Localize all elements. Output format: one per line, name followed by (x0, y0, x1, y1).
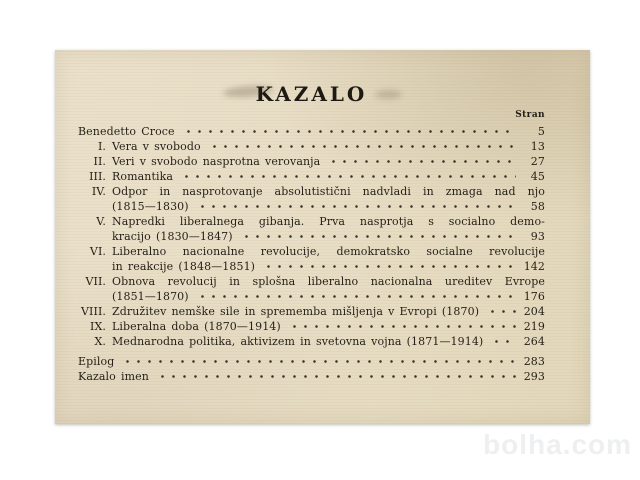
page-number: 58 (530, 200, 545, 213)
entry-text: Združitev nemške sile in sprememba mišljenja v Evropi (1870) (112, 305, 480, 318)
page-number: 204 (523, 305, 545, 318)
chapter-numeral: III. (89, 170, 106, 183)
chapter-numeral: V. (96, 215, 106, 228)
entry-text: Kazalo imen (78, 370, 149, 383)
entry-text: Benedetto Croce (78, 125, 175, 138)
chapter-numeral: VIII. (81, 305, 106, 318)
chapter-numeral: IX. (90, 320, 106, 333)
entry-text: Epilog (78, 355, 115, 368)
leader-dots (260, 259, 516, 271)
watermark: bolha.com (483, 429, 633, 460)
chapter-numeral: VI. (89, 245, 106, 258)
entry-text: Obnova revolucij in splošna liberalno nacionalna ureditev Evrope (112, 275, 545, 288)
chapter-numeral (78, 199, 106, 214)
page-number: 93 (530, 230, 545, 243)
toc-row (78, 199, 545, 214)
leader-dots (488, 334, 516, 346)
page-number: 45 (530, 170, 545, 183)
toc-row (78, 169, 545, 184)
toc-row (78, 259, 545, 274)
leader-dots (180, 124, 516, 136)
page-number: 176 (523, 290, 545, 303)
entry-text: Napredki liberalnega gibanja. Prva nasprotja s socialno demo- (112, 215, 545, 228)
page-number: 13 (530, 140, 545, 153)
page-number: 283 (523, 355, 545, 368)
chapter-numeral: I. (97, 140, 106, 153)
entry-text: Liberalno nacionalne revolucije, demokratsko socialne revolucije (112, 245, 545, 258)
book-page (55, 50, 590, 424)
entry-text: Vera v svobodo (112, 140, 201, 153)
leader-dots (325, 154, 516, 166)
leader-dots (178, 169, 516, 181)
leader-dots (484, 304, 516, 316)
entry-text: Liberalna doba (1870—1914) (112, 320, 281, 333)
page-number: 142 (523, 260, 545, 273)
entry-text: (1815—1830) (112, 200, 189, 213)
leader-dots (286, 319, 516, 331)
toc-row (78, 319, 545, 334)
leader-dots (194, 199, 516, 211)
entry-text: kracijo (1830—1847) (112, 230, 233, 243)
leader-dots (206, 139, 516, 151)
page-number: 219 (523, 320, 545, 333)
page-number: 5 (537, 125, 545, 138)
leader-dots (238, 229, 516, 241)
chapter-numeral (78, 259, 106, 274)
chapter-numeral: IV. (91, 185, 106, 198)
leader-dots (194, 289, 516, 301)
page-number: 27 (530, 155, 545, 168)
toc-title: KAZALO (255, 82, 368, 106)
chapter-numeral (78, 229, 106, 244)
toc-row (78, 289, 545, 304)
chapter-numeral (78, 289, 106, 304)
page-number: 264 (523, 335, 545, 348)
toc-content (78, 50, 545, 384)
page-number: 293 (523, 370, 545, 383)
entry-text: Mednarodna politika, aktivizem in svetovna vojna (1871—1914) (112, 335, 484, 348)
toc-row (78, 229, 545, 244)
toc-row (78, 124, 545, 139)
leader-dots (119, 354, 516, 366)
toc-rows (78, 124, 545, 384)
entry-text: Veri v svobodo nasprotna verovanja (112, 155, 321, 168)
toc-row (78, 369, 545, 384)
chapter-numeral: X. (94, 335, 106, 348)
entry-text: (1851—1870) (112, 290, 189, 303)
toc-row (78, 184, 545, 199)
toc-row (78, 154, 545, 169)
entry-text: in reakcije (1848—1851) (112, 260, 256, 273)
toc-row (78, 244, 545, 259)
toc-row (78, 274, 545, 289)
entry-text: Romantika (112, 170, 174, 183)
toc-row (78, 214, 545, 229)
entry-text: Odpor in nasprotovanje absolutistični nadvladi in zmaga nad njo (112, 185, 545, 198)
leader-dots (154, 369, 516, 381)
toc-row (78, 304, 545, 319)
toc-row (78, 334, 545, 349)
toc-row (78, 139, 545, 154)
page-column-header: Stran (515, 110, 545, 120)
chapter-numeral: VII. (85, 275, 106, 288)
toc-row (78, 354, 545, 369)
chapter-numeral: II. (93, 155, 106, 168)
